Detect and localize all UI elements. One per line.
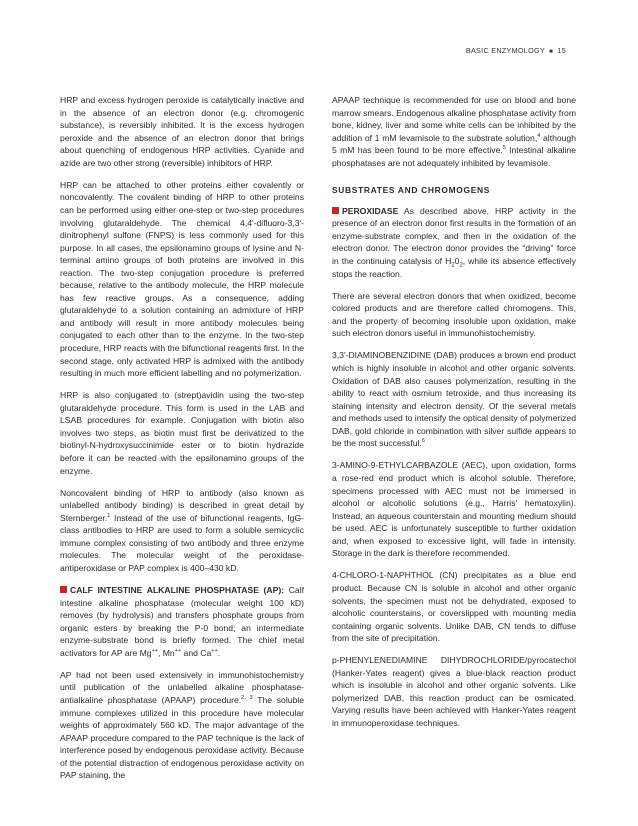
paragraph-apaap-continued: APAAP technique is recommended for use on blood and bone marrow smears. Endogenous alkaline phosphatase activity from bone, kidney, liver and some white cells can be inhibited by the addition of 1 mM levamisole to the substrate solution,$^4$ although 5 mM has been found to be more effective.$^5$ Intestinal alkaline phosphatases are not adequately inhibited by levamisole. xyxy=(332,95,576,168)
paragraph-hrp-avidin: HRP is also conjugated to (strept)avidin using the two-step glutaraldehyde procedure. This form is used in the LAB and LSAB procedures for example. Conjugation with biotin also involves two steps, as biotin must first be derivatized to the biotinyl-N-hydroxysuccinimide ester or to biotin hydrazide before it can be reacted with the epsilonamino groups of the enzyme. xyxy=(60,390,304,476)
paragraph-hrp-conjugation: HRP can be attached to other proteins either covalently or noncovalently. The covalent binding of HRP to other proteins can be performed using either one-step or two-step procedures involving glutaraldehyde. The chemical 4,4'-difluoro-3,3'-dinitrophenyl sulfone (FNPS) is less commonly used for this purpose. In all cases, the epsilonamino groups of lysine and N-terminal amino groups of both proteins are involved in this reaction. The two-step conjugation procedure is preferred because, relative to the antibody molecule, the HRP molecule has few reactive groups. As a consequence, adding glutaraldehyde to a solution containing an admixture of HRP and antibody will result in more antibody molecules being conjugated to each other than to the enzyme. In the two-step procedure, HRP reacts with the bifunctional reagents first. In the second stage, only activated HRP is admixed with the antibody resulting in much more efficient labelling and no polymerization. xyxy=(60,179,304,379)
section-heading-substrates: SUBSTRATES AND CHROMOGENS xyxy=(332,185,491,196)
page-number: 15 xyxy=(557,46,566,55)
running-header xyxy=(466,46,566,55)
header-title: BASIC ENZYMOLOGY xyxy=(465,46,545,55)
paragraph-cn: 4-CHLORO-1-NAPHTHOL (CN) precipitates as a blue end product. Because CN is soluble in alcohol and other organic solvents, the specimen must not be dehydrated, exposed to alcoholic counterstains, or coverslipped with mounting media containing organic solvents. Unlike DAB, CN tends to diffuse from the site of precipitation. xyxy=(332,570,576,644)
red-square-bullet-icon xyxy=(60,586,67,593)
paragraph-dab: 3,3'-DIAMINOBENZIDINE (DAB) produces a brown end product which is highly insoluble in alcohol and other organic solvents. Oxidation of DAB also causes polymerization, resulting in the ability to react with osmium tetroxide, and thus increasing its staining intensity and electron density. Of the several metals and methods used to intensify the optical density of polymerized DAB, gold chloride in combination with silver sulfide appears to be the most successful.$^6$ xyxy=(332,350,576,449)
left-column xyxy=(60,94,304,791)
paragraph-hrp-inhibition: HRP and excess hydrogen peroxide is catalytically inactive and in the absence of an electron donor (e.g. chromogenic substance), is reversibly inhibited. It is the excess hydrogen peroxide and the absence of an electron donor that brings about quenching of endogenous HRP activities. Cyanide and azide are two other strong (reversible) inhibitors of HRP. xyxy=(60,95,304,168)
paragraph-ppd: p-PHENYLENEDIAMINE DIHYDROCHLORIDE/pyrocatechol (Hanker-Yates reagent) gives a blue-black reaction product which is insoluble in alcohol and other organic solvents. Like polymerized DAB, this reaction product can be osmicated. Varying results have been achieved with Hanker-Yates reagent in immunoperoxidase techniques. xyxy=(332,655,576,729)
paragraph-calf-intestine-ap: CALF INTESTINE ALKALINE PHOSPHATASE (AP): Calf intestine alkaline phosphatase (molecular weight 100 kD) removes (by hydrolysis) and transfers phosphate groups from organic esters by breaking the P-0 bond; an intermediate enzyme-substrate bond is briefly formed. The chief metal activators for AP are Mg++, Mn++ and Ca++. xyxy=(60,585,305,658)
header-separator-icon: ■ xyxy=(549,49,554,55)
paragraph-chromogens: There are several electron donors that when oxidized, become colored products and are therefore called chromogens. This, and the property of becoming insoluble upon oxidation, make such electron donors useful in immunohistochemistry. xyxy=(332,290,576,339)
paragraph-noncovalent-binding: Noncovalent binding of HRP to antibody (also known as unlabelled antibody binding) is described in great detail by Sternberger.$^1$ Instead of the use of bifunctional reagents, IgG-class antibodies to HRP are used to form a soluble semicyclic immune complex consisting of two antibody and three enzyme molecules. The molecular weight of the peroxidase-antiperoxidase or PAP complex is 400–430 kD. xyxy=(60,487,304,573)
paragraph-apaap: AP had not been used extensively in immunohistochemistry until publication of the unlabelled alkaline phosphatase-antialkaline phosphatase (APAAP) procedure.$^{2, 3}$ The soluble immune complexes utilized in this procedure have molecular weights of approximately 560 kD. The major advantage of the APAAP procedure compared to the PAP technique is the lack of interference posed by endogenous peroxidase activity. Because of the potential distraction of endogenous peroxidase activity on PAP staining, the xyxy=(60,669,304,781)
peroxidase-heading: PEROXIDASE xyxy=(342,205,399,216)
paragraph-aec: 3-AMINO-9-ETHYLCARBAZOLE (AEC), upon oxidation, forms a rose-red end product which is alcohol soluble. Therefore, specimens processed with AEC must not be immersed in alcohol or alcoholic solutions (e.g., Harris' hematoxylin). Instead, an aqueous counterstain and mounting medium should be used. AEC is unfortunately susceptible to further oxidation and, when exposed to excessive light, will fade in intensity. Storage in the dark is therefore recommended. xyxy=(332,460,576,559)
right-column xyxy=(332,94,576,739)
calf-ap-heading: CALF INTESTINE ALKALINE PHOSPHATASE (AP): xyxy=(70,585,285,596)
paragraph-peroxidase: PEROXIDASE As described above, HRP activity in the presence of an electron donor first results in the formation of an enzyme-substrate complex, and then in the oxidation of the electron donor. The electron donor provides the “driving” force in the continuing catalysis of $H_20_2$, while its absence effectively stops the reaction. xyxy=(332,205,576,279)
red-square-bullet-icon xyxy=(332,207,339,214)
